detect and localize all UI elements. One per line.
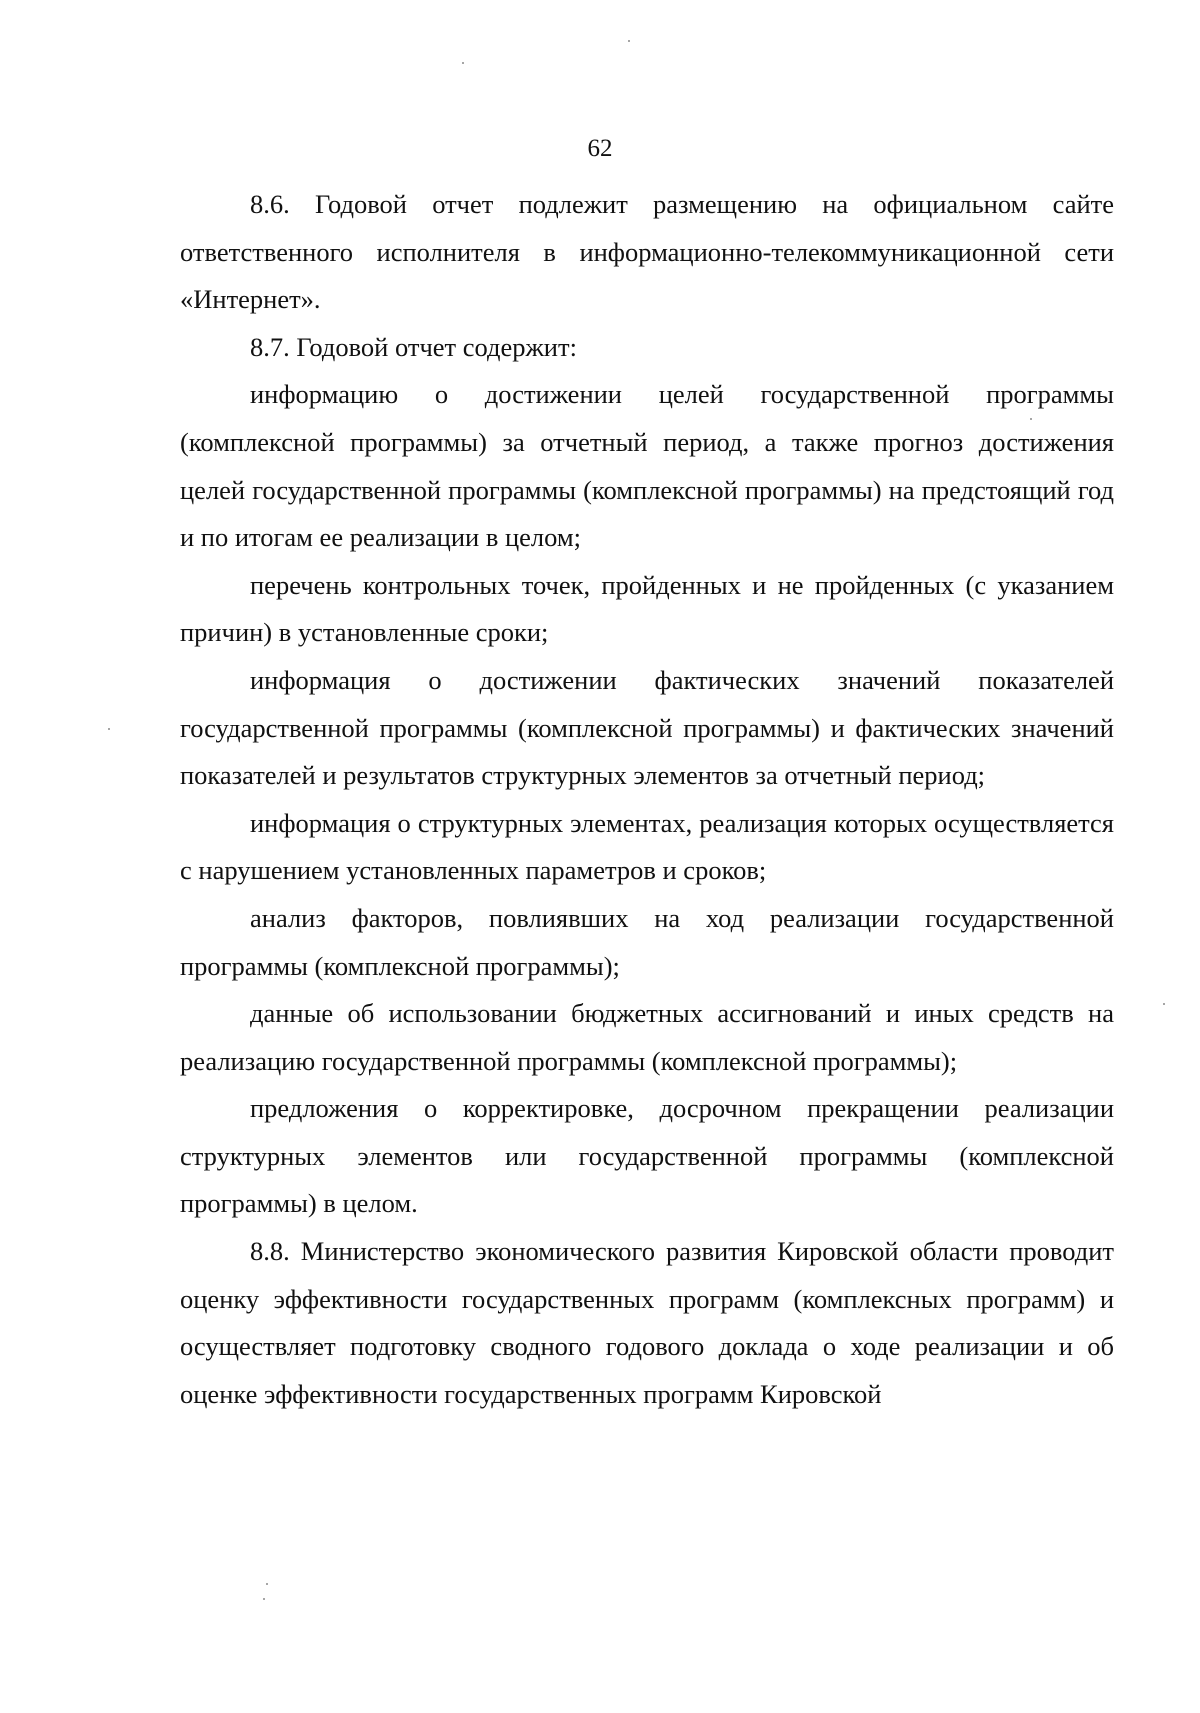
paragraph-8-6: 8.6. Годовой отчет подлежит размещению на официальном сайте ответственного исполнителя в информационно-телекоммуникационной сети «Интернет».: [180, 189, 1114, 315]
scan-speck: [1163, 1003, 1165, 1005]
list-item-indicator-values: информация о достижении фактических значений показателей государственной программы (комплексной программы) и фактических значений показателей и результатов структурных элементов за отчетный период;: [180, 664, 1114, 791]
scan-speck: [263, 1598, 265, 1600]
scan-speck: [108, 728, 110, 730]
page-number: 62: [587, 135, 613, 162]
list-item-budget-usage: данные об использовании бюджетных ассигнований и иных средств на реализацию государственной программы (комплексной программы);: [180, 998, 1114, 1076]
list-item-factors-analysis: анализ факторов, повлиявших на ход реализации государственной программы (комплексной программы);: [180, 902, 1114, 981]
document-body: [180, 181, 1114, 1418]
scan-speck: [1030, 418, 1032, 420]
list-item-structural-elements: информация о структурных элементах, реализация которых осуществляется с нарушением установленных параметров и сроков;: [180, 807, 1114, 886]
scan-speck: [266, 1583, 268, 1585]
scan-speck: [462, 62, 464, 64]
paragraph-8-8: 8.8. Министерство экономического развития Кировской области проводит оценку эффективности государственных программ (комплексных программ) и осуществляет подготовку сводного годового доклада о ходе реализации и об оценке эффективности государственных программ Кировской: [180, 1236, 1114, 1409]
paragraph-8-7: 8.7. Годовой отчет содержит:: [250, 331, 577, 362]
list-item-proposals: предложения о корректировке, досрочном прекращении реализации структурных элементов или государственной программы (комплексной программы) в целом.: [180, 1093, 1114, 1219]
list-item-goals-achievement: информацию о достижении целей государственной программы (комплексной программы) за отчетный период, а также прогноз достижения целей государственной программы (комплексной программы) на предстоящий год и по итогам ее реализации в целом;: [180, 379, 1114, 553]
scan-speck: [628, 40, 630, 42]
list-item-control-points: перечень контрольных точек, пройденных и не пройденных (с указанием причин) в установленные сроки;: [180, 569, 1114, 648]
